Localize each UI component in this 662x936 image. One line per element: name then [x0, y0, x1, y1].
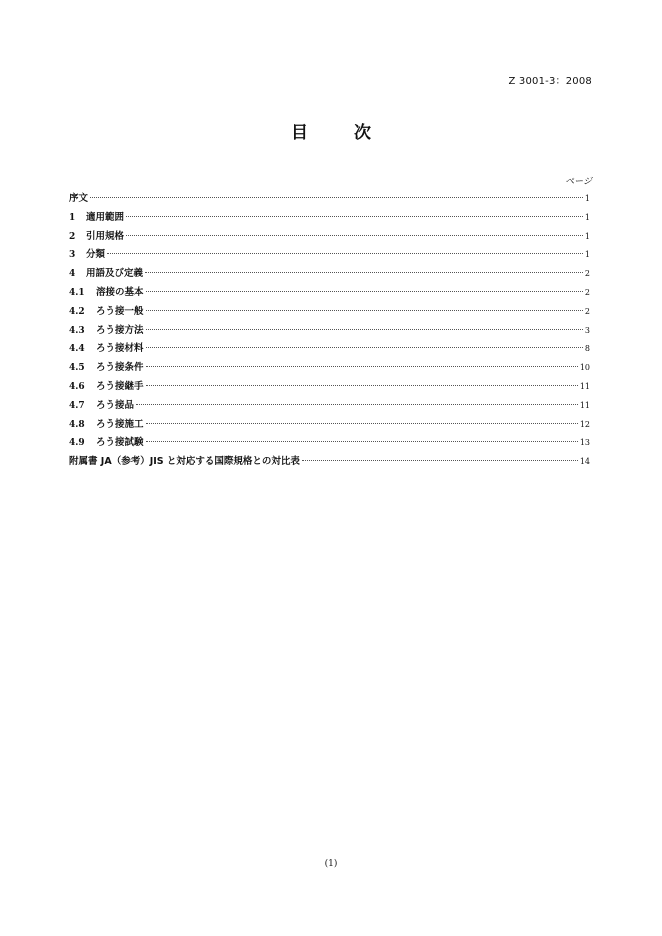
toc-entry-page: 8: [584, 344, 590, 354]
toc-entry-label: 引用規格: [86, 230, 125, 242]
toc-entry-page: 2: [584, 269, 590, 279]
toc-entry-annex-ja: [69, 453, 590, 472]
toc-entry-number: 2: [69, 231, 76, 242]
toc-entry-label: 附属書 JA（参考）JIS と対応する国際規格との対比表: [69, 456, 300, 468]
toc-entry-label: ろう接一般: [96, 305, 144, 317]
toc-entry-number: 4.8: [69, 419, 85, 430]
dot-leader: [146, 366, 578, 367]
toc-entry-label: 序文: [69, 193, 89, 204]
toc-entry-number: 4.4: [69, 344, 85, 355]
dot-leader: [145, 272, 583, 273]
toc-entry-4-7: [69, 397, 590, 416]
dot-leader: [146, 385, 578, 386]
toc-entry-number: 3: [69, 250, 76, 261]
dot-leader: [90, 197, 583, 198]
toc-entry-1: [69, 209, 590, 228]
toc-entry-label: ろう接施工: [96, 418, 144, 430]
toc-entry-page: 2: [584, 287, 590, 297]
toc-entry-number: 4.7: [69, 400, 85, 411]
dot-leader: [146, 441, 578, 442]
page-title: 目 次: [291, 123, 391, 143]
toc-entry-4-5: [69, 359, 590, 378]
toc-entry-2: [69, 228, 590, 247]
toc-entry-page: 1: [584, 194, 590, 203]
toc-entry-page: 1: [584, 231, 590, 241]
toc-entry-label: ろう接継手: [96, 380, 144, 392]
toc-entry-label: ろう接品: [96, 399, 135, 411]
toc-entry-4-9: [69, 434, 590, 453]
dot-leader: [126, 235, 583, 236]
toc-entry-page: 13: [579, 438, 590, 448]
toc-entry-4-8: [69, 416, 590, 435]
toc-entry-page: 1: [584, 212, 590, 222]
toc-entry-4-2: [69, 303, 590, 322]
toc-entry-number: 1: [69, 212, 76, 223]
toc-entry-number: 4.3: [69, 325, 85, 336]
toc-entry-page: 12: [579, 419, 590, 429]
toc-entry-label: 用語及び定義: [86, 268, 144, 280]
page-column-label: ページ: [565, 177, 592, 187]
toc-entry-page: 11: [579, 381, 590, 391]
toc-entry-label: ろう接条件: [96, 362, 144, 374]
toc-entry-label: ろう接材料: [96, 343, 144, 355]
table-of-contents: [69, 190, 590, 472]
dot-leader: [126, 216, 583, 217]
toc-entry-preface: [69, 190, 590, 209]
page-footer-number: (1): [324, 859, 338, 869]
toc-entry-number: 4: [69, 269, 76, 280]
dot-leader: [107, 253, 583, 254]
toc-entry-page: 2: [584, 306, 590, 316]
toc-entry-number: 4.2: [69, 306, 85, 317]
toc-entry-page: 10: [579, 363, 590, 373]
toc-entry-4-4: [69, 340, 590, 359]
toc-entry-4: [69, 265, 590, 284]
dot-leader: [302, 460, 578, 461]
toc-entry-label: ろう接試験: [96, 437, 144, 449]
toc-entry-number: 4.9: [69, 438, 85, 449]
toc-entry-label: 分類: [86, 249, 106, 261]
toc-entry-4-3: [69, 322, 590, 341]
toc-entry-page: 1: [584, 250, 590, 260]
toc-entry-label: 溶接の基本: [96, 286, 144, 298]
toc-entry-page: 14: [579, 457, 590, 467]
toc-entry-label: ろう接方法: [96, 324, 144, 336]
toc-entry-page: 3: [584, 325, 590, 335]
document-number: Z 3001-3：2008: [508, 76, 592, 87]
dot-leader: [146, 423, 578, 424]
dot-leader: [146, 347, 583, 348]
dot-leader: [146, 310, 583, 311]
dot-leader: [146, 329, 583, 330]
toc-entry-4-1: [69, 284, 590, 303]
toc-entry-number: 4.5: [69, 363, 85, 374]
toc-entry-4-6: [69, 378, 590, 397]
toc-entry-number: 4.1: [69, 287, 85, 298]
toc-entry-number: 4.6: [69, 381, 85, 392]
dot-leader: [146, 291, 583, 292]
toc-entry-3: [69, 246, 590, 265]
dot-leader: [136, 404, 578, 405]
toc-entry-page: 11: [579, 400, 590, 410]
toc-entry-label: 適用範囲: [86, 211, 125, 223]
